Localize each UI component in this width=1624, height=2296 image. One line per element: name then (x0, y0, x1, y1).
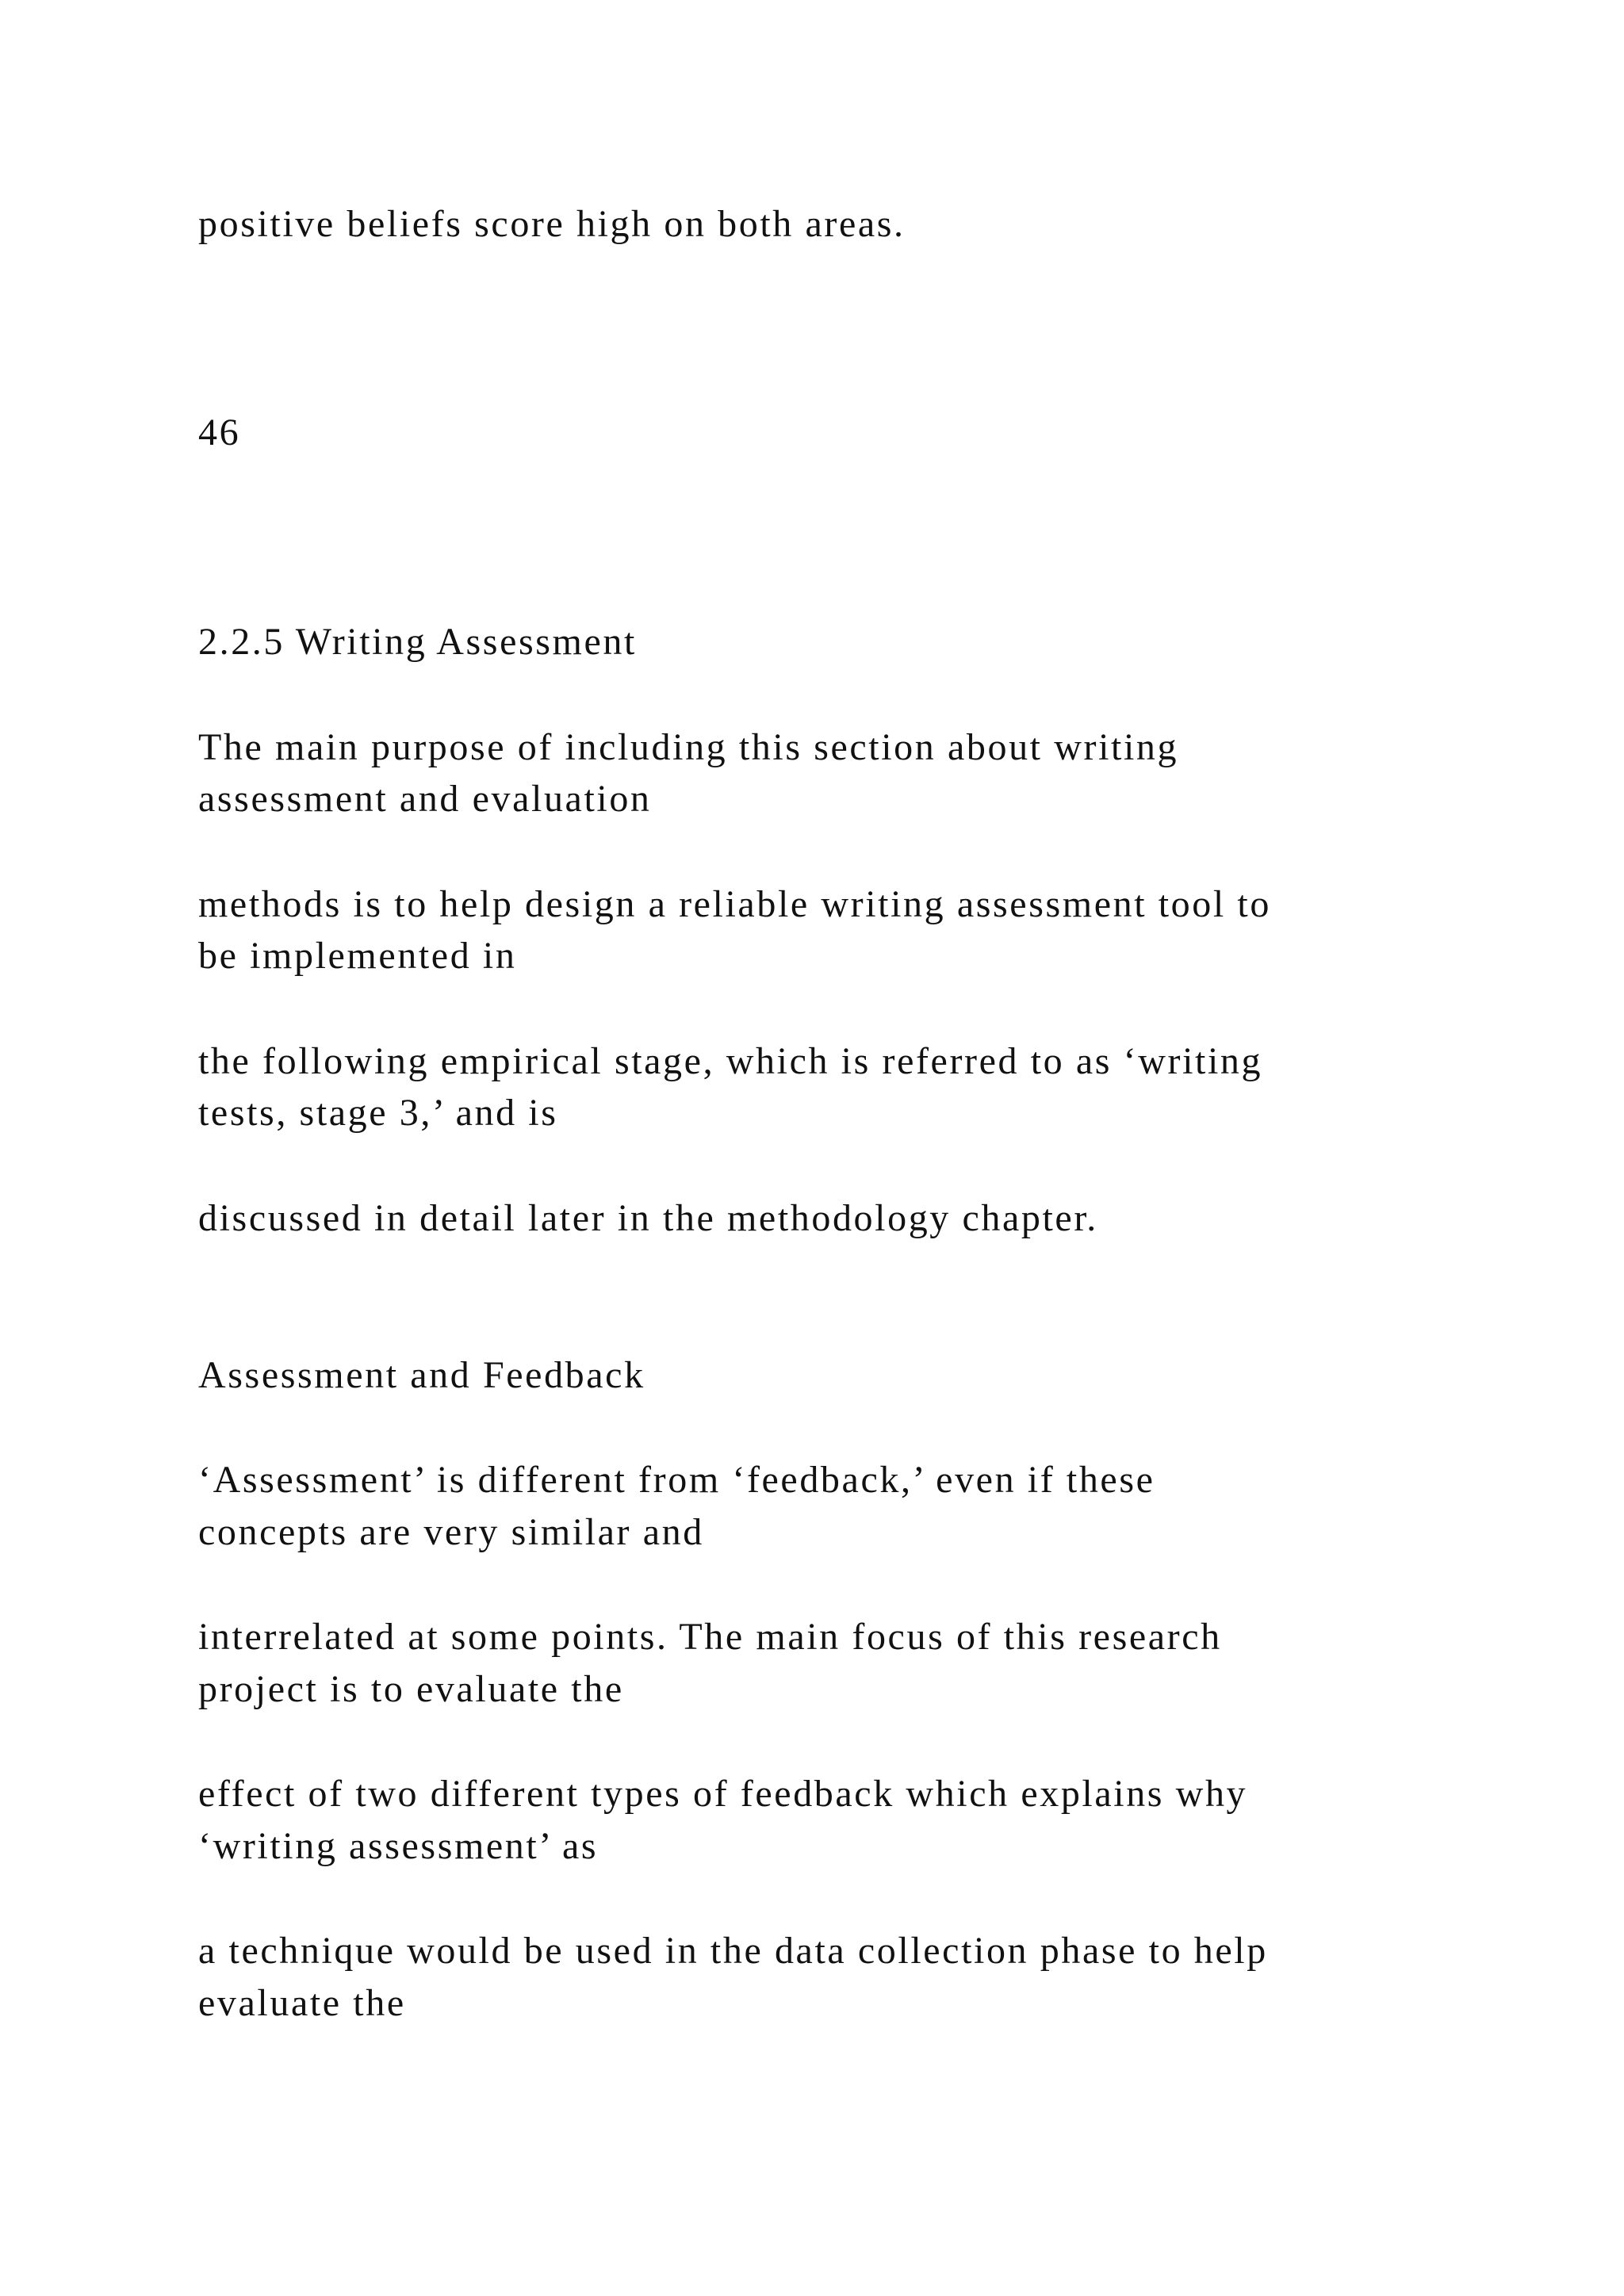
subsection-heading: Assessment and Feedback (198, 1354, 645, 1396)
text-line: assessment and evaluation (198, 778, 652, 820)
text-line: methods is to help design a reliable writing assessment tool to (198, 883, 1271, 925)
text-line: evaluate the (198, 1982, 406, 2024)
text-line: a technique would be used in the data collection phase to help (198, 1930, 1268, 1972)
page-number: 46 (198, 411, 241, 453)
section-heading: 2.2.5 Writing Assessment (198, 621, 637, 663)
text-line: ‘writing assessment’ as (198, 1825, 599, 1867)
text-line: discussed in detail later in the methodology chapter. (198, 1197, 1098, 1239)
text-line: interrelated at some points. The main focus of this research (198, 1616, 1222, 1658)
text-line: project is to evaluate the (198, 1668, 624, 1710)
text-line: be implemented in (198, 935, 517, 977)
text-line: concepts are very similar and (198, 1511, 704, 1553)
text-line: ‘Assessment’ is different from ‘feedback,’ even if these (198, 1459, 1155, 1501)
text-line: effect of two different types of feedback which explains why (198, 1773, 1248, 1815)
text-line: the following empirical stage, which is referred to as ‘writing (198, 1040, 1263, 1082)
text-line: The main purpose of including this section about writing (198, 726, 1179, 768)
text-line: tests, stage 3,’ and is (198, 1092, 558, 1134)
text-line-continuation: positive beliefs score high on both areas. (198, 203, 906, 245)
